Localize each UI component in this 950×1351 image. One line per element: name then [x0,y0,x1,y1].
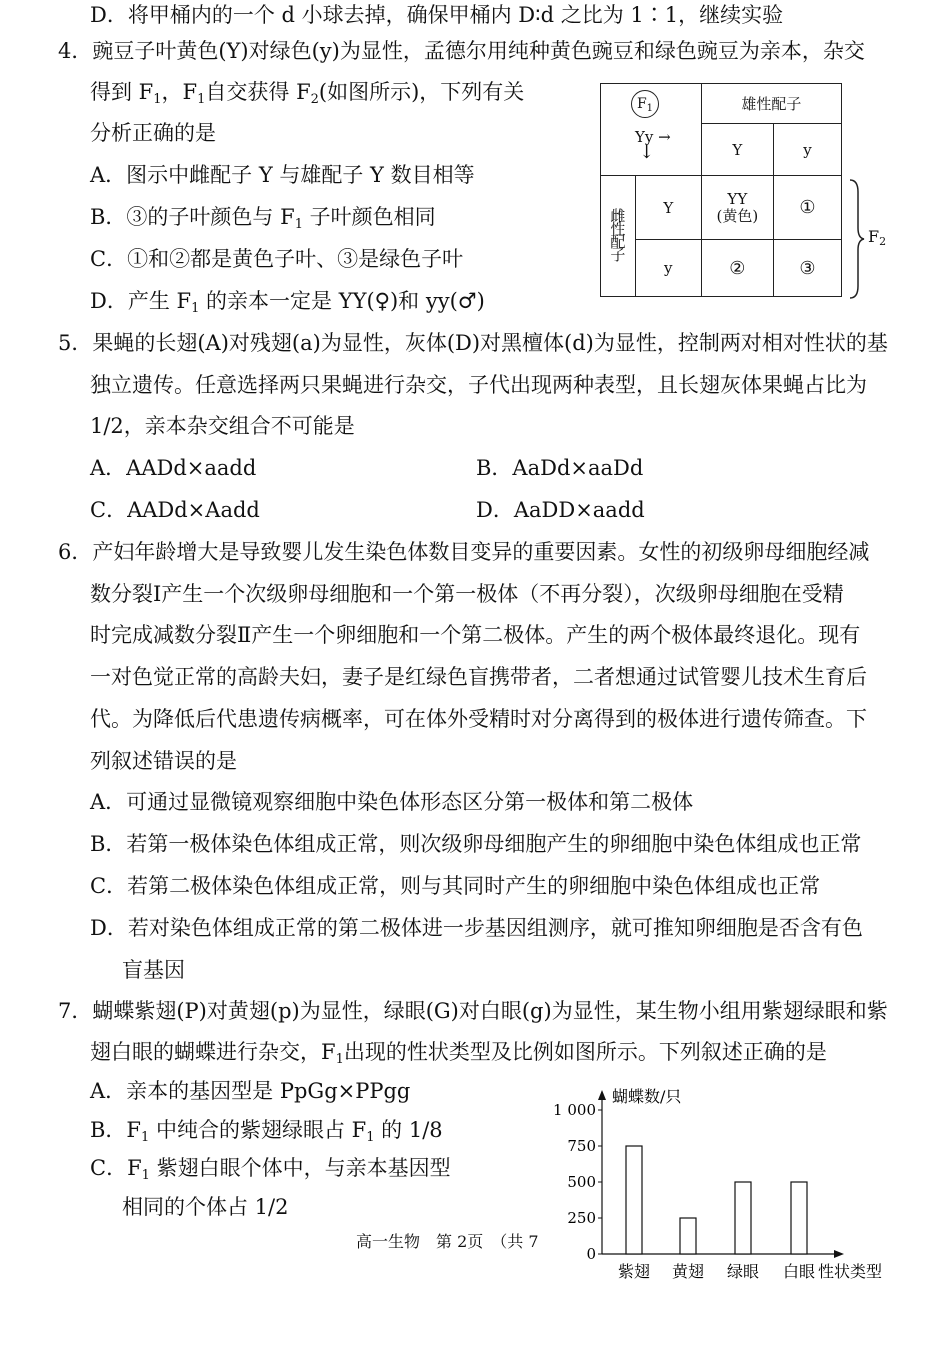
y-tick-label: 500 [567,1173,596,1191]
q7-option-b: B．$F_1$ 中纯合的紫翅绿眼占 $F_1$ 的 1/8 [90,1118,443,1145]
q5-stem-line3: 1/2，亲本杂交组合不可能是 [90,414,355,438]
cell-3: ③ [773,240,841,297]
bar-绿眼 [735,1182,751,1254]
q5-option-b: B．AaDd×aaDd [476,456,644,480]
x-axis-arrow-icon [834,1250,844,1258]
cell-1: ① [773,176,841,240]
q4-option-d: D．产生 $F_1$ 的亲本一定是 YY(♀)和 yy(♂) [90,289,485,316]
q4-option-b: B．③的子叶颜色与 $F_1$ 子叶颜色相同 [90,205,436,232]
female-gamete-y: y [635,240,701,297]
x-tick-label: 白眼 [782,1262,816,1281]
q4-option-a: A．图示中雌配子 Y 与雄配子 Y 数目相等 [90,163,475,187]
male-gametes-header: 雄性配子 [701,84,841,124]
bar-紫翅 [626,1146,642,1254]
y-axis-label: 蝴蝶数/只 [612,1087,682,1106]
q6-option-b: B．若第一极体染色体组成正常，则次级卵母细胞产生的卵细胞中染色体组成也正常 [90,832,862,856]
q6-stem-line1: 6．产妇年龄增大是导致婴儿发生染色体数目变异的重要因素。女性的初级卵母细胞经减 [58,540,870,564]
f2-label: F2 [868,227,887,248]
q3-option-d: D．将甲桶内的一个 d 小球去掉，确保甲桶内 D∶d 之比为 1∶1，继续实验 [90,3,784,27]
punnett-square [600,83,842,297]
q4-stem-line1: 4．豌豆子叶黄色(Y)对绿色(y)为显性，孟德尔用纯种黄色豌豆和绿色豌豆为亲本，杂交 [58,39,865,63]
y-axis-arrow-icon [598,1090,606,1100]
q7-stem-line1: 7．蝴蝶紫翅(P)对黄翅(p)为显性，绿眼(G)对白眼(g)为显性，某生物小组用紫翅绿眼和紫 [58,999,888,1023]
y-tick-label: 0 [586,1245,596,1263]
cell-2: ② [701,240,773,297]
down-arrow-icon: ↓ [639,142,655,163]
q7-stem-line2: 翅白眼的蝴蝶进行杂交，$F_1$出现的性状类型及比例如图所示。下列叙述正确的是 [90,1040,827,1067]
q4-option-c: C．①和②都是黄色子叶、③是绿色子叶 [90,247,464,271]
page-footer: 高一生物 第 2页 （共 7 [356,1232,539,1251]
yy-arrow-label: Yy → [635,128,671,146]
q6-stem-line3: 时完成减数分裂Ⅱ产生一个卵细胞和一个第二极体。产生的两个极体最终退化。现有 [90,623,861,647]
q5-stem-line2: 独立遗传。任意选择两只果蝇进行杂交，子代出现两种表型，且长翅灰体果蝇占比为 [90,373,867,397]
male-gamete-y: y [773,124,841,176]
q4-stem-line3: 分析正确的是 [90,121,216,145]
q6-option-a: A．可通过显微镜观察细胞中染色体形态区分第一极体和第二极体 [90,790,694,814]
q6-option-d-line2: 盲基因 [122,958,185,982]
female-gametes-header: 雌性配子 [601,176,636,297]
y-tick-label: 750 [567,1137,596,1155]
cell-YY: YY (黄色) [701,176,773,240]
bar-白眼 [791,1182,807,1254]
q6-stem-line2: 数分裂Ⅰ产生一个次级卵母细胞和一个第一极体（不再分裂），次级卵母细胞在受精 [90,582,844,606]
x-tick-label: 黄翅 [671,1262,705,1281]
punnett-corner [601,84,702,176]
q6-option-c: C．若第二极体染色体组成正常，则与其同时产生的卵细胞中染色体组成也正常 [90,874,821,898]
q6-stem-line6: 列叙述错误的是 [90,749,237,773]
x-tick-label: 紫翅 [617,1262,651,1281]
q6-option-d-line1: D．若对染色体组成正常的第二极体进一步基因组测序，就可推知卵细胞是否含有色 [90,916,863,940]
q5-option-d: D．AaDD×aadd [476,498,645,522]
x-tick-label: 绿眼 [726,1262,760,1281]
q7-option-c-line1: C．$F_1$ 紫翅白眼个体中，与亲本基因型 [90,1156,451,1183]
q5-option-a: A．AADd×aadd [90,456,257,480]
q5-option-c: C．AADd×Aadd [90,498,260,522]
female-gamete-Y: Y [635,176,701,240]
bar-黄翅 [680,1218,696,1254]
q6-stem-line4: 一对色觉正常的高龄夫妇，妻子是红绿色盲携带者，二者想通过试管婴儿技术生育后 [90,665,867,689]
q5-stem-line1: 5．果蝇的长翅(A)对残翅(a)为显性，灰体(D)对黑檀体(d)为显性，控制两对相对性状的基 [58,331,888,355]
butterfly-bar-chart [550,1080,900,1290]
f1-circle: $F_1$ [631,90,659,118]
q7-option-c-line2: 相同的个体占 1/2 [122,1195,289,1219]
q7-option-a: A．亲本的基因型是 PpGg×PPgg [90,1079,411,1103]
male-gamete-Y: Y [701,124,773,176]
q4-stem-line2: 得到 $F_1$，$F_1$自交获得 $F_2$(如图所示)，下列有关 [90,80,525,107]
y-tick-label: 1 000 [553,1101,596,1119]
q6-stem-line5: 代。为降低后代患遗传病概率，可在体外受精时对分离得到的极体进行遗传筛查。下 [90,707,867,731]
f2-brace [848,178,866,300]
x-axis-label: 性状类型 [818,1262,883,1281]
y-tick-label: 250 [567,1209,596,1227]
